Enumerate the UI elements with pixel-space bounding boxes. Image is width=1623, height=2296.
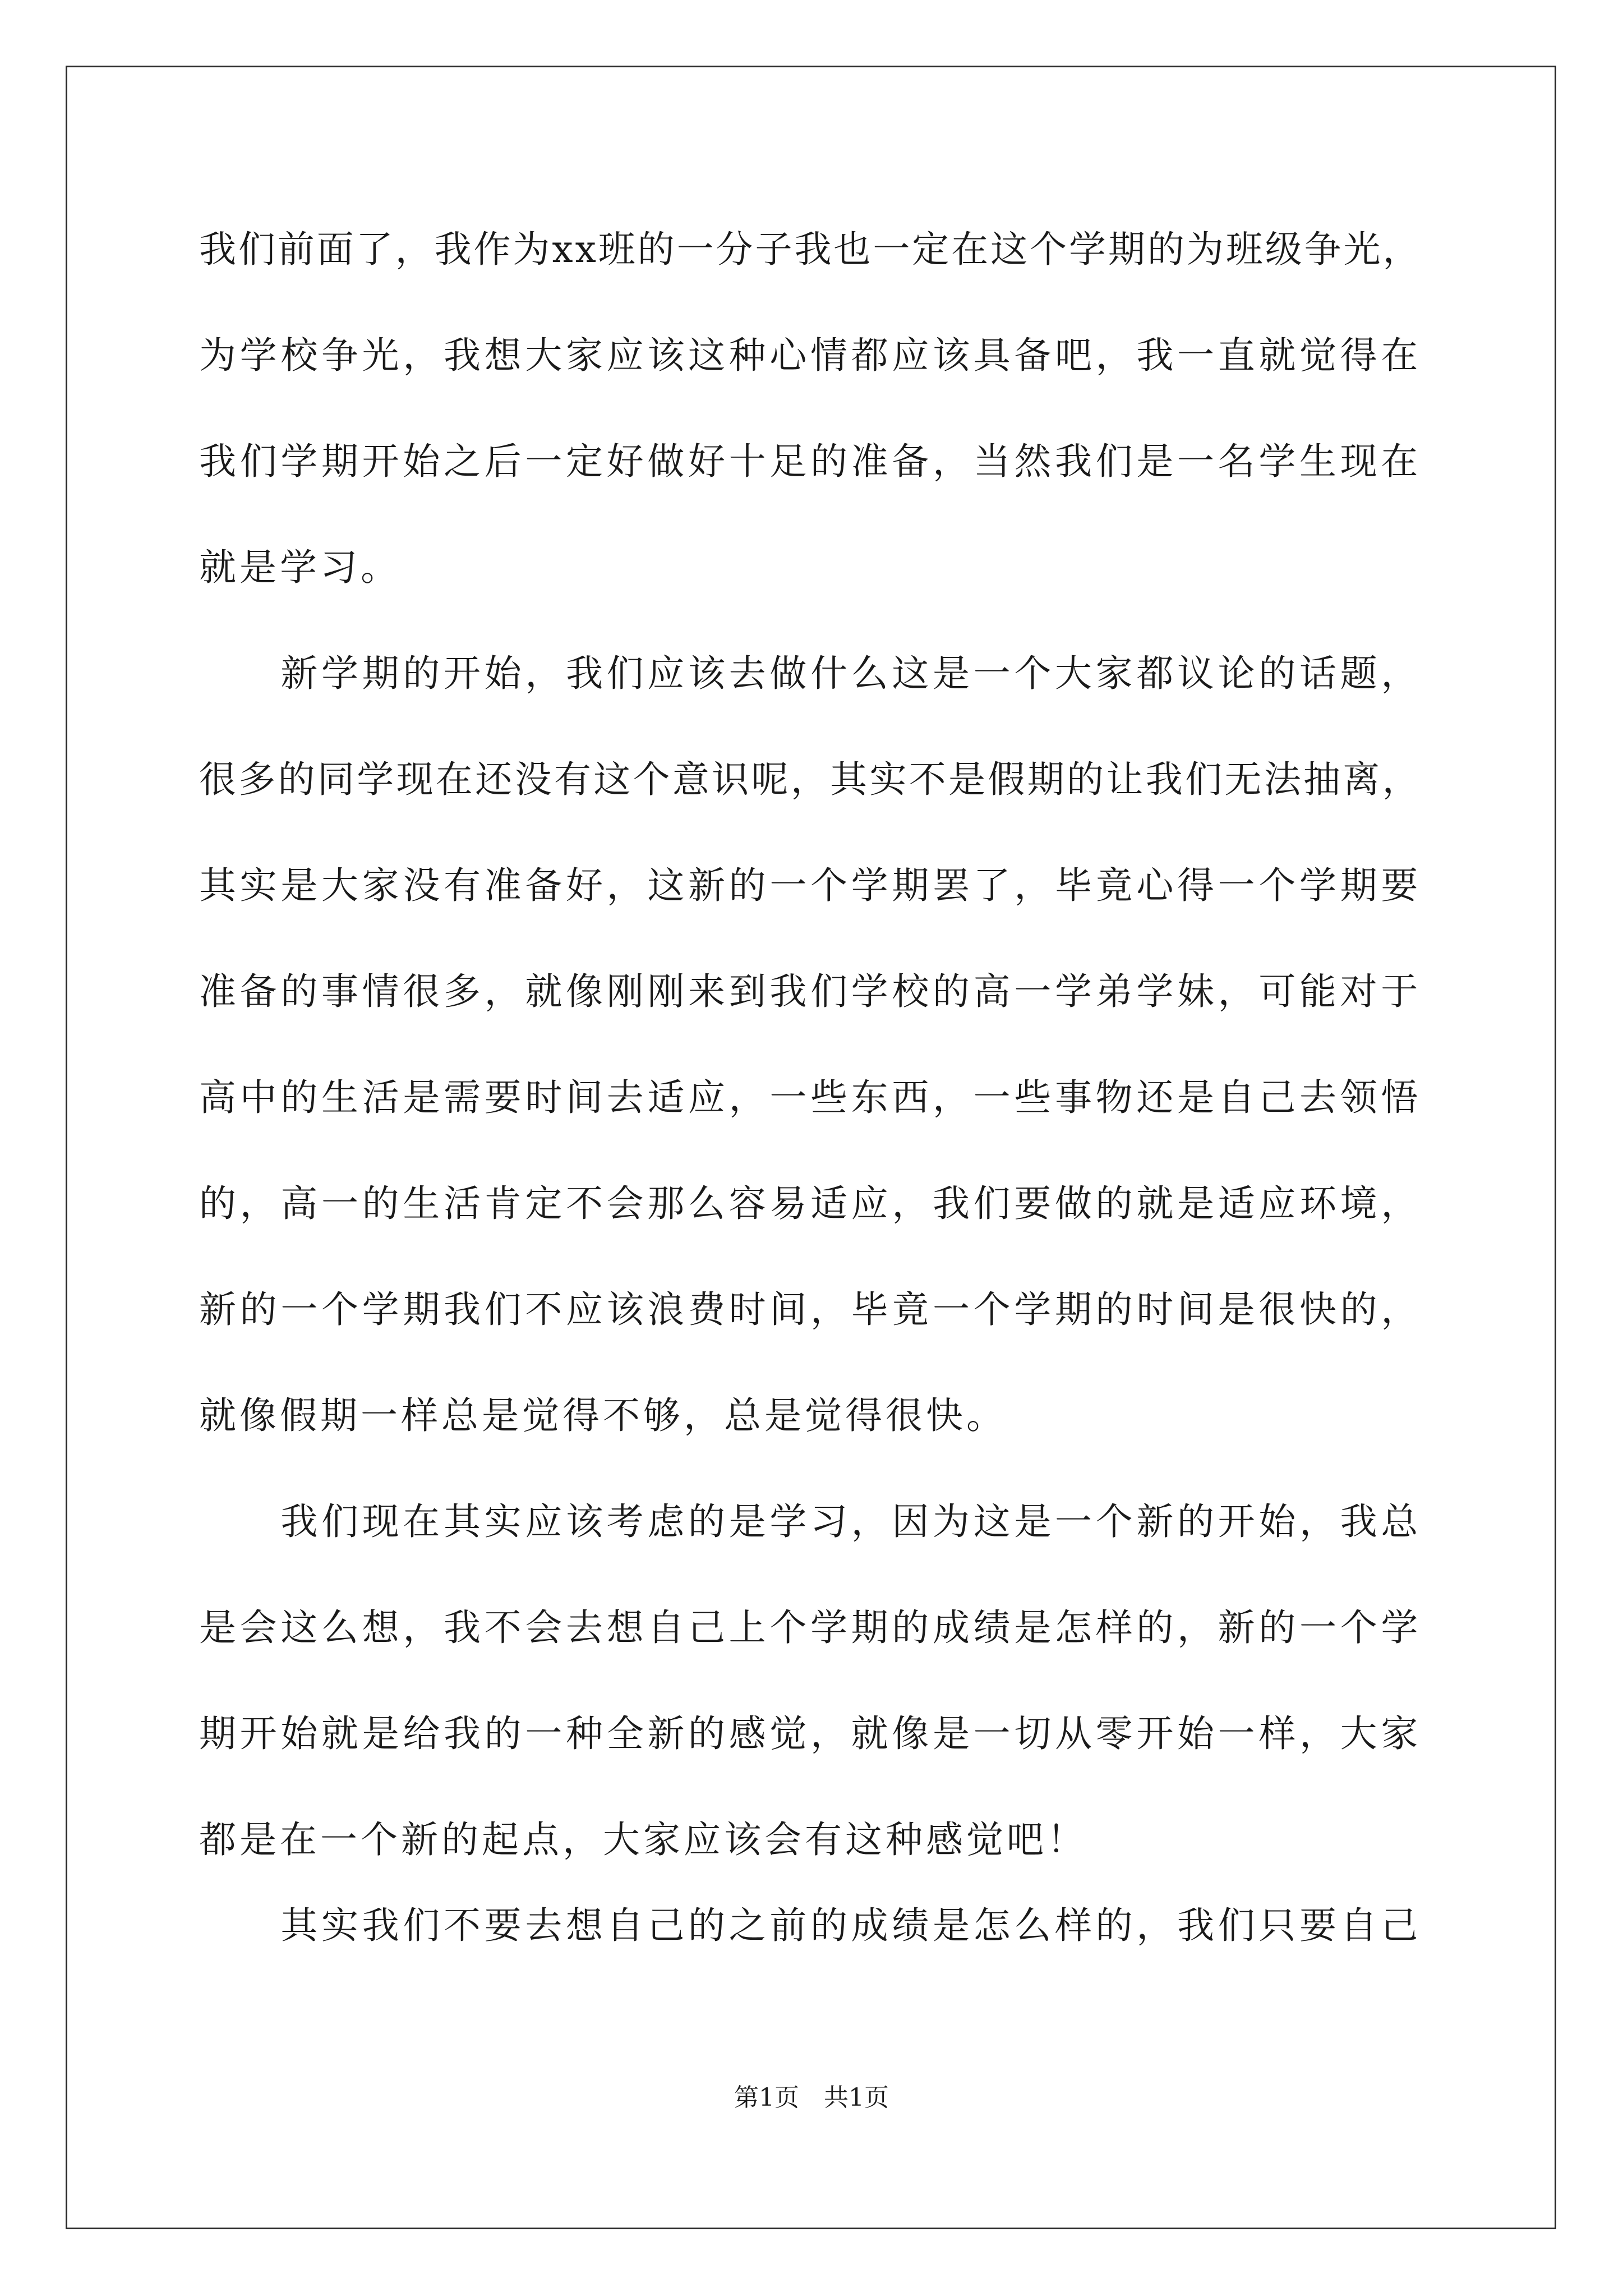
page-number-footer: 第1页 共1页 [734, 2083, 889, 2112]
text-line: 的，高一的生活肯定不会那么容易适应，我们要做的就是适应环境， [199, 1182, 1422, 1225]
text-line: 就是学习。 [199, 546, 401, 589]
text-line: 其实是大家没有准备好，这新的一个学期罢了，毕竟心得一个学期要 [199, 864, 1422, 907]
text-line: 准备的事情很多，就像刚刚来到我们学校的高一学弟学妹，可能对于 [199, 970, 1422, 1013]
text-line: 新学期的开始，我们应该去做什么这是一个大家都议论的话题， [199, 652, 1422, 695]
text-line: 我们前面了，我作为xx班的一分子我也一定在这个学期的为班级争光， [199, 228, 1422, 271]
text-line: 是会这么想，我不会去想自己上个学期的成绩是怎样的，新的一个学 [199, 1606, 1422, 1649]
text-line: 其实我们不要去想自己的之前的成绩是怎么样的，我们只要自己 [199, 1904, 1422, 1947]
text-line: 新的一个学期我们不应该浪费时间，毕竟一个学期的时间是很快的， [199, 1288, 1422, 1331]
text-line: 很多的同学现在还没有这个意识呢，其实不是假期的让我们无法抽离， [199, 758, 1422, 801]
text-line: 就像假期一样总是觉得不够，总是觉得很快。 [199, 1394, 1007, 1437]
text-line: 我们学期开始之后一定好做好十足的准备，当然我们是一名学生现在 [199, 440, 1422, 483]
text-line: 为学校争光，我想大家应该这种心情都应该具备吧，我一直就觉得在 [199, 334, 1422, 377]
text-line: 期开始就是给我的一种全新的感觉，就像是一切从零开始一样，大家 [199, 1712, 1422, 1755]
text-line: 都是在一个新的起点，大家应该会有这种感觉吧！ [199, 1818, 1087, 1861]
text-line: 高中的生活是需要时间去适应，一些东西，一些事物还是自己去领悟 [199, 1076, 1422, 1119]
text-line: 我们现在其实应该考虑的是学习，因为这是一个新的开始，我总 [199, 1500, 1422, 1543]
